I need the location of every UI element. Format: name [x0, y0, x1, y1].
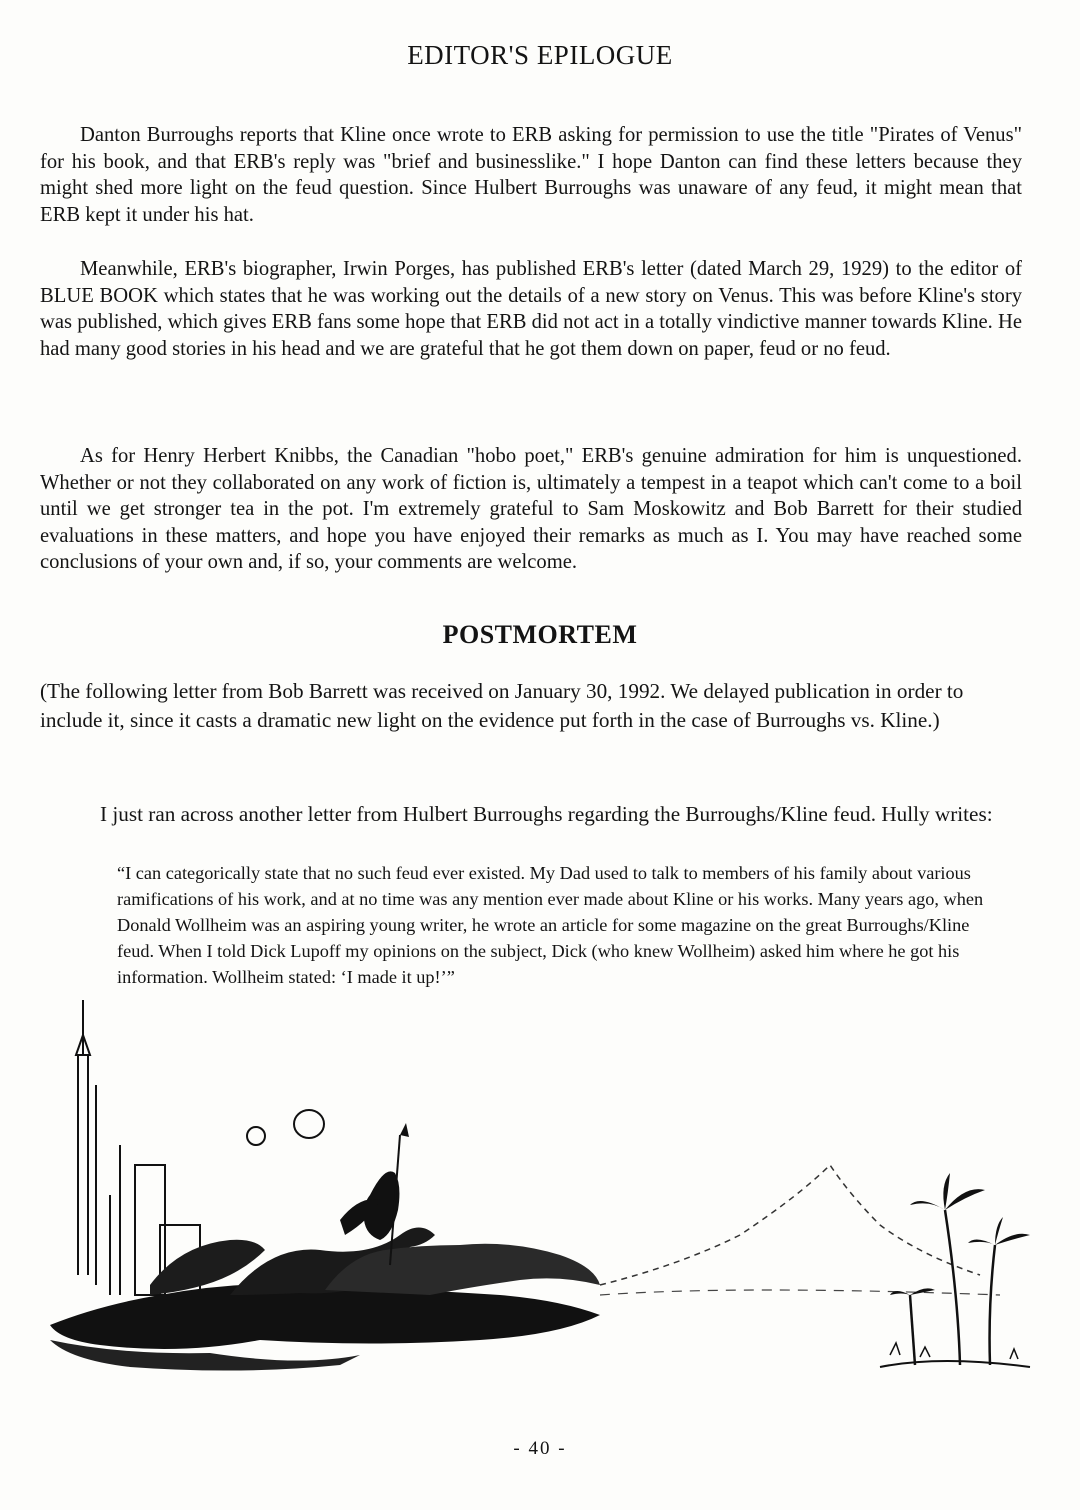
postmortem-quote: “I can categorically state that no such feud ever existed. My Dad used to talk to members of his family about various ramifications of his work, and at no time was any mention ever made about Kline or his works. Many years ago, when Donald Wollheim was an aspiring young writer, he wrote an article for some magazine on the great Burroughs/Kline feud. When I told Dick Lupoff my opinions on the subject, Dick (who knew Wollheim) asked him where he got his information. Wollheim stated: ‘I made it up!’” [117, 863, 984, 987]
epilogue-paragraph-1: Danton Burroughs reports that Kline once wrote to ERB asking for permission to use the title "Pirates of Venus" for his book, and that ERB's reply was "brief and businesslike." I hope Danton can find these letters because they might shed more light on the feud question. Since Hulbert Burroughs was unaware of any feud, it might mean that ERB kept it under his hat. [40, 124, 1022, 226]
epilogue-title: EDITOR'S EPILOGUE [407, 40, 673, 70]
landscape-illustration [40, 995, 1040, 1385]
postmortem-intro: (The following letter from Bob Barrett was received on January 30, 1992. We delayed publication in order to include it, since it casts a dramatic new light on the evidence put forth in the case of Burroughs vs. Kline.) [40, 679, 964, 732]
page-number: - 40 - [513, 1438, 567, 1459]
postmortem-title: POSTMORTEM [442, 620, 638, 649]
epilogue-paragraph-3: As for Henry Herbert Knibbs, the Canadian "hobo poet," ERB's genuine admiration for him is unquestioned. Whether or not they collaborated on any work of fiction is, ultimately a tempest in a teapot which can't come to a boil until we get stronger tea in the pot. I'm extremely grateful to Sam Moskowitz and Bob Barrett for their studied evaluations in these matters, and hope you have enjoyed their remarks as much as I. You may have reached some conclusions of your own and, if so, your comments are welcome. [40, 445, 1022, 573]
postmortem-lead: I just ran across another letter from Hulbert Burroughs regarding the Burroughs/Kline feud. Hully writes: [100, 802, 993, 826]
epilogue-paragraph-2: Meanwhile, ERB's biographer, Irwin Porges, has published ERB's letter (dated March 29, 1929) to the editor of BLUE BOOK which states that he was working out the details of a new story on Venus. This was before Kline's story was published, which gives ERB fans some hope that ERB did not act in a totally vindictive manner towards Kline. He had many good stories in his head and we are grateful that he got them down on paper, feud or no feud. [40, 258, 1022, 360]
